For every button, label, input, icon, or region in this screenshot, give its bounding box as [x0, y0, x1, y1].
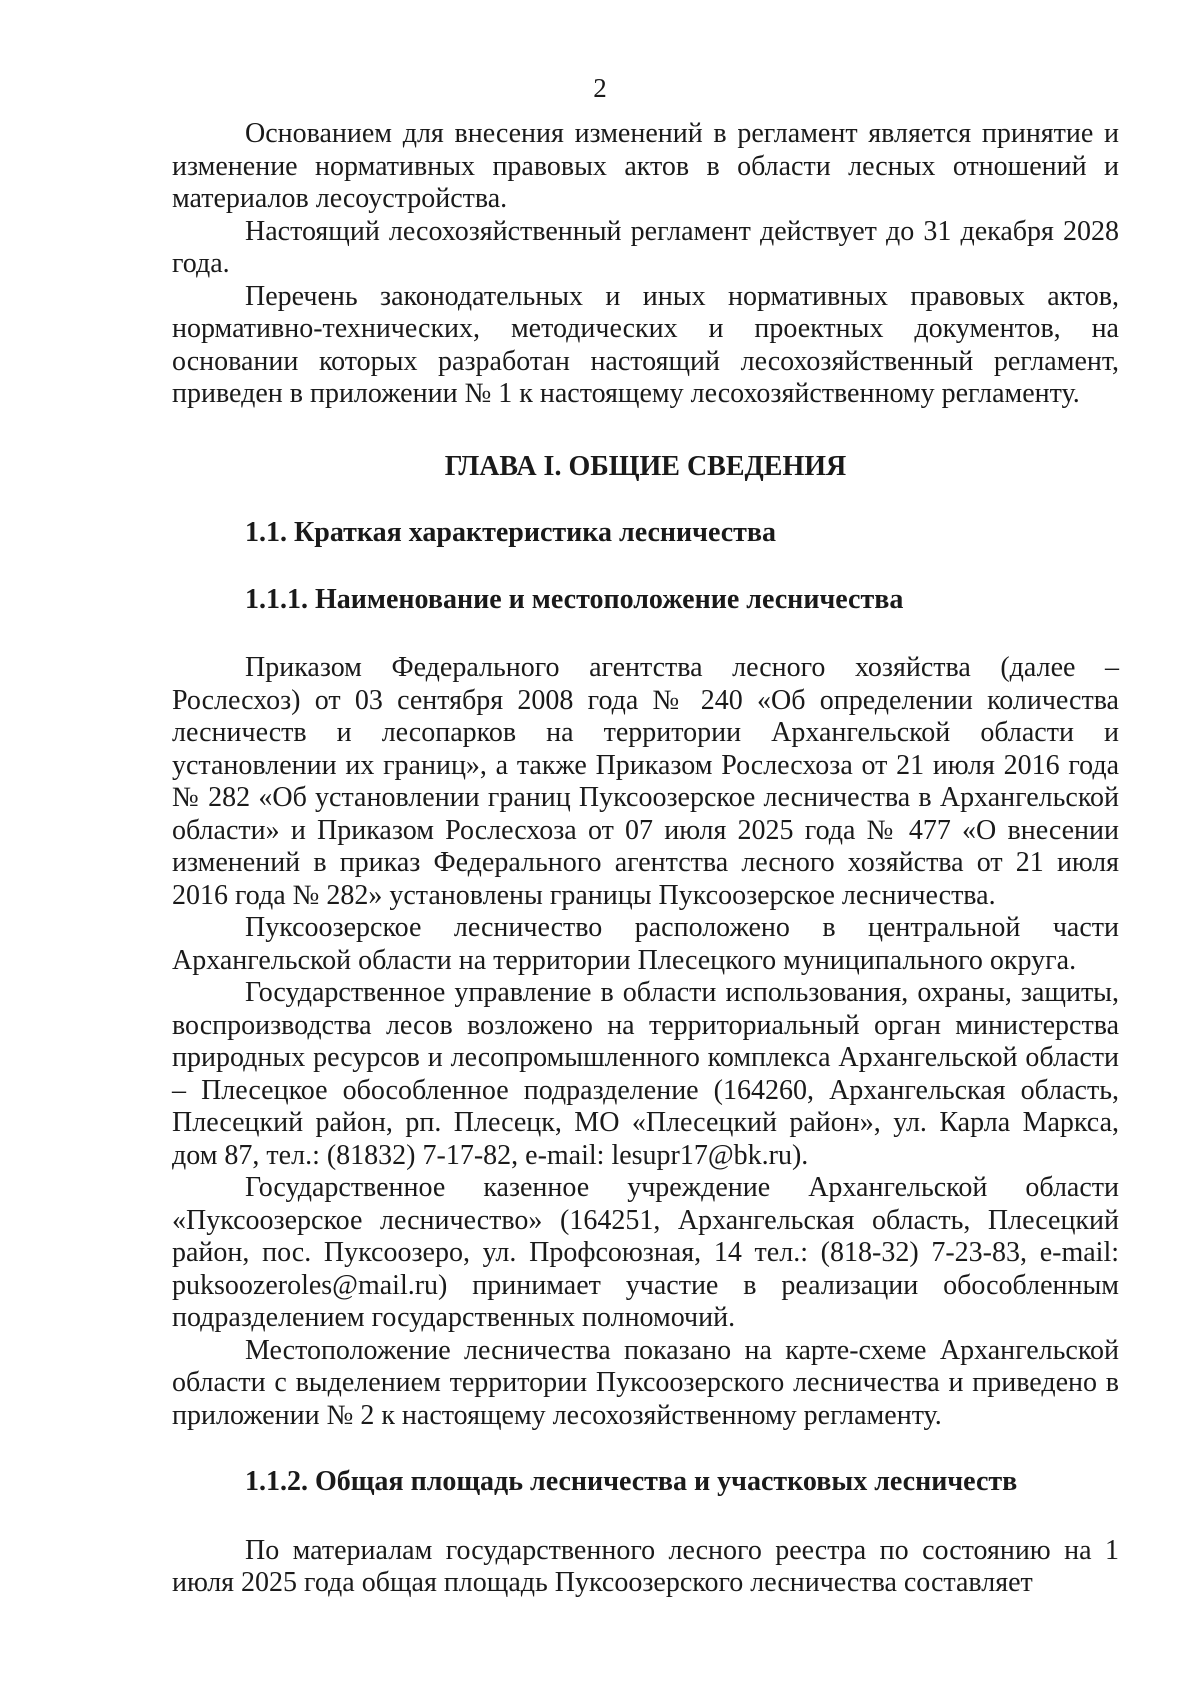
intro-paragraph-1: Основанием для внесения изменений в регламент является принятие и изменение нормативных правовых актов в области лесных отношений и материалов лесоустройства.	[172, 118, 1119, 214]
section-1-1-1-paragraph-1: Приказом Федерального агентства лесного хозяйства (далее – Рослесхоз) от 03 сентября 2008 года № 240 «Об определении количества лесничеств и лесопарков на территории Архангельской области и установлении их границ», а также Приказом Рослесхоза от 21 июля 2016 года № 282 «Об установлении границ Пуксоозерское лесничества в Архангельской области» и Приказом Рослесхоза от 07 июля 2025 года № 477 «О внесении изменений в приказ Федерального агентства лесного хозяйства от 21 июля 2016 года № 282» установлены границы Пуксоозерское лесничества.	[172, 652, 1119, 911]
intro-paragraph-2: Настоящий лесохозяйственный регламент действует до 31 декабря 2028 года.	[172, 215, 1119, 279]
section-1-1-1-paragraph-3: Государственное управление в области использования, охраны, защиты, воспроизводства лесов возложено на территориальный орган министерства природных ресурсов и лесопромышленного комплекса Архангельской области – Плесецкое обособленное подразделение (164260, Архангельская область, Плесецкий район, рп. Плесецк, МО «Плесецкий район», ул. Карла Маркса, дом 87, тел.: (81832) 7-17-82, e-mail: lesupr17@bk.ru).	[172, 977, 1119, 1171]
document-body	[172, 118, 1119, 1600]
intro-paragraph-3: Перечень законодательных и иных нормативных правовых актов, нормативно-технических, методических и проектных документов, на основании которых разработан настоящий лесохозяйственный регламент, приведен в приложении № 1 к настоящему лесохозяйственному регламенту.	[172, 280, 1119, 409]
section-1-1-2-heading: 1.1.2. Общая площадь лесничества и участковых лесничеств	[245, 1466, 1018, 1497]
section-1-1-heading: 1.1. Краткая характеристика лесничества	[245, 517, 777, 548]
section-1-1-1-paragraph-5: Местоположение лесничества показано на карте-схеме Архангельской области с выделением территории Пуксоозерского лесничества и приведено в приложении № 2 к настоящему лесохозяйственному регламенту.	[172, 1334, 1119, 1431]
section-1-1-1-paragraph-4: Государственное казенное учреждение Архангельской области «Пуксоозерское лесничество» (164251, Архангельская область, Плесецкий район, пос. Пуксоозеро, ул. Профсоюзная, 14 тел.: (818-32) 7-23-83, e-mail: puksoozeroles@mail.ru) принимает участие в реализации обособленным подразделением государственных полномочий.	[172, 1172, 1119, 1333]
chapter-title: ГЛАВА I. ОБЩИЕ СВЕДЕНИЯ	[444, 450, 847, 482]
section-1-1-2-paragraph-1: По материалам государственного лесного реестра по состоянию на 1 июля 2025 года общая площадь Пуксоозерского лесничества составляет	[172, 1534, 1119, 1598]
section-1-1-1-paragraph-2: Пуксоозерское лесничество расположено в центральной части Архангельской области на территории Плесецкого муниципального округа.	[172, 912, 1119, 976]
page-number: 2	[593, 73, 607, 103]
section-1-1-1-heading: 1.1.1. Наименование и местоположение лесничества	[245, 583, 904, 615]
